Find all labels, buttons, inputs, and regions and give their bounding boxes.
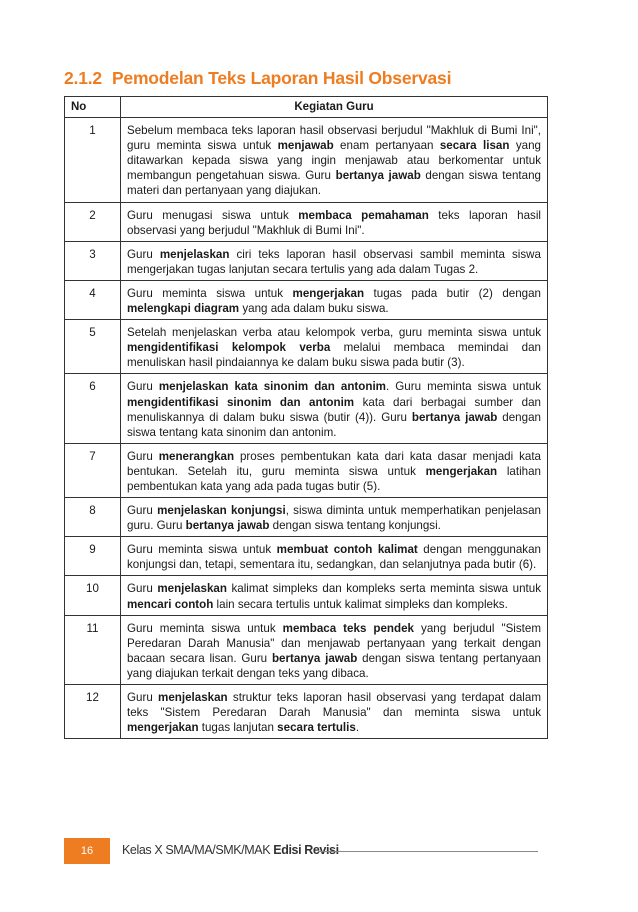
table-row	[65, 118, 548, 202]
row-number: 10	[65, 576, 121, 615]
activity-text: Guru	[127, 449, 159, 463]
table-row	[65, 498, 548, 537]
activity-text: Guru	[127, 582, 158, 596]
activity-keyword: menjelaskan	[157, 582, 227, 596]
section-number: 2.1.2	[64, 68, 102, 88]
table-row	[65, 202, 548, 241]
row-number: 6	[65, 374, 121, 443]
activity-text: yang ada dalam buku siswa.	[239, 302, 389, 316]
activity-text: Guru	[127, 691, 159, 704]
activity-text: melalui membaca memindai dan menuliskan hasil pindaiannya ke dalam buku siswa pada butir (3).	[127, 341, 541, 370]
teacher-activity-table	[64, 96, 548, 739]
activity-keyword: mencari contoh	[127, 597, 214, 611]
row-number: 9	[65, 537, 121, 576]
table-row	[65, 280, 548, 319]
activity-keyword: mengerjakan	[292, 286, 365, 300]
footer-book-title	[122, 843, 339, 857]
row-activity	[121, 576, 548, 615]
section-title: Pemodelan Teks Laporan Hasil Observasi	[111, 68, 452, 88]
activity-keyword: membaca pemahaman	[298, 208, 429, 222]
activity-text: latihan pembentukan kata yang ada pada tugas butir (5).	[127, 464, 542, 493]
activity-keyword: mengerjakan	[127, 721, 199, 735]
section-heading	[64, 68, 451, 89]
row-activity	[121, 443, 548, 497]
activity-text: teks laporan hasil observasi yang berjudul "Makhluk di Bumi Ini".	[127, 208, 541, 237]
activity-text: dengan siswa tentang kata sinonim dan antonim.	[127, 410, 541, 439]
activity-keyword: mengidentifikasi sinonim dan antonim	[127, 395, 355, 409]
activity-keyword: menjawab	[277, 139, 334, 153]
activity-keyword: menjelaskan konjungsi	[157, 504, 286, 518]
activity-keyword: menjelaskan	[159, 247, 230, 261]
activity-text: kata dari berbagai sumber dan menuliskannya di dalam buku siswa (butir (4)). Guru	[127, 395, 541, 424]
activity-text: tugas lanjutan	[198, 721, 278, 735]
row-number: 12	[65, 685, 121, 739]
activity-keyword: menjelaskan kata sinonim dan antonim	[158, 380, 386, 394]
table-row	[65, 241, 548, 280]
activity-text: dengan siswa tentang konjungsi.	[269, 519, 441, 533]
table-body	[65, 118, 548, 739]
footer-divider	[318, 851, 538, 852]
row-number: 5	[65, 320, 121, 374]
row-activity	[121, 374, 548, 443]
table-row	[65, 685, 548, 739]
activity-text: Guru menugasi siswa untuk	[127, 208, 299, 222]
row-number: 11	[65, 615, 121, 684]
activity-text: proses pembentukan kata dari kata dasar menjadi kata bentukan. Setelah itu, guru meminta siswa untuk	[127, 449, 541, 478]
row-activity	[121, 498, 548, 537]
activity-text: dengan siswa tentang materi dan pertanyaan yang diajukan.	[127, 169, 541, 198]
activity-text: Guru meminta siswa untuk	[127, 543, 277, 557]
activity-keyword: mengerjakan	[425, 464, 498, 478]
column-header-no: No	[65, 97, 121, 118]
footer-edition: Edisi Revisi	[273, 843, 339, 857]
activity-text: Setelah menjelaskan verba atau kelompok verba, guru meminta siswa untuk	[127, 326, 541, 340]
table-row	[65, 443, 548, 497]
activity-text: yang berjudul "Sistem Peredaran Darah Manusia" dan menjawab pertanyaan yang terkait dengan bacaan secara lisan. Guru	[127, 621, 541, 665]
table-row	[65, 320, 548, 374]
activity-keyword: bertanya jawab	[271, 651, 358, 665]
activity-text: struktur teks laporan hasil observasi yang terdapat dalam teks "Sistem Peredaran Darah Manusia" dan meminta siswa untuk	[127, 691, 541, 720]
table-row	[65, 374, 548, 443]
activity-text: dengan siswa tentang pertanyaan yang diajukan terkait dengan teks yang dibaca.	[127, 651, 541, 680]
table-row	[65, 576, 548, 615]
row-number: 1	[65, 118, 121, 202]
activity-keyword: bertanya jawab	[335, 169, 421, 183]
table-header-row	[65, 97, 548, 118]
activity-text: lain secara tertulis untuk kalimat simpleks dan kompleks.	[213, 597, 508, 611]
row-number: 7	[65, 443, 121, 497]
activity-text: , siswa diminta untuk memperhatikan penjelasan guru. Guru	[127, 504, 541, 533]
row-activity	[121, 241, 548, 280]
activity-text: enam pertanyaan	[333, 139, 440, 153]
footer-book-class: Kelas X SMA/MA/SMK/MAK	[122, 843, 274, 857]
activity-text: tugas pada butir (2) dengan	[364, 286, 542, 300]
row-activity	[121, 280, 548, 319]
row-activity	[121, 320, 548, 374]
activity-text: . Guru meminta siswa untuk	[385, 380, 541, 394]
activity-text: Sebelum membaca teks laporan hasil observasi berjudul "Makhluk di Bumi Ini", guru meminta siswa untuk	[127, 124, 541, 153]
activity-text: yang ditawarkan kepada siswa yang ingin menjawab atau berkomentar untuk membangun pengetahuan siswa. Guru	[127, 139, 541, 183]
row-number: 8	[65, 498, 121, 537]
activity-keyword: secara tertulis	[277, 721, 356, 735]
table-row	[65, 537, 548, 576]
row-activity	[121, 615, 548, 684]
activity-text: .	[355, 721, 360, 735]
table-row	[65, 615, 548, 684]
activity-keyword: menerangkan	[158, 449, 235, 463]
activity-text: Guru	[127, 247, 160, 261]
row-activity	[121, 537, 548, 576]
row-activity	[121, 685, 548, 739]
activity-text: ciri teks laporan hasil observasi sambil meminta siswa mengerjakan tugas lanjutan secara tertulis yang ada dalam Tugas 2.	[127, 247, 541, 276]
activity-text: Guru	[127, 380, 159, 394]
row-activity	[121, 118, 548, 202]
activity-keyword: bertanya jawab	[185, 519, 270, 533]
activity-keyword: menjelaskan	[158, 691, 228, 704]
row-activity	[121, 202, 548, 241]
activity-text: Guru meminta siswa untuk	[127, 621, 283, 635]
column-header-activity: Kegiatan Guru	[121, 97, 548, 118]
activity-keyword: mengidentifikasi kelompok verba	[127, 341, 331, 355]
activity-keyword: melengkapi diagram	[127, 302, 240, 316]
activity-keyword: membuat contoh kalimat	[276, 543, 418, 557]
activity-keyword: bertanya jawab	[411, 410, 498, 424]
activity-keyword: secara lisan	[439, 139, 510, 153]
activity-text: Guru meminta siswa untuk	[127, 286, 293, 300]
page-number: 16	[64, 838, 110, 864]
row-number: 4	[65, 280, 121, 319]
activity-text: kalimat simpleks dan kompleks serta meminta siswa untuk	[226, 582, 542, 596]
row-number: 3	[65, 241, 121, 280]
activity-text: dengan menggunakan konjungsi dan, tetapi, sementara itu, sedangkan, dan selanjutnya pada butir (6).	[127, 543, 541, 572]
activity-text: Guru	[127, 504, 158, 518]
activity-keyword: membaca teks pendek	[282, 621, 414, 635]
row-number: 2	[65, 202, 121, 241]
